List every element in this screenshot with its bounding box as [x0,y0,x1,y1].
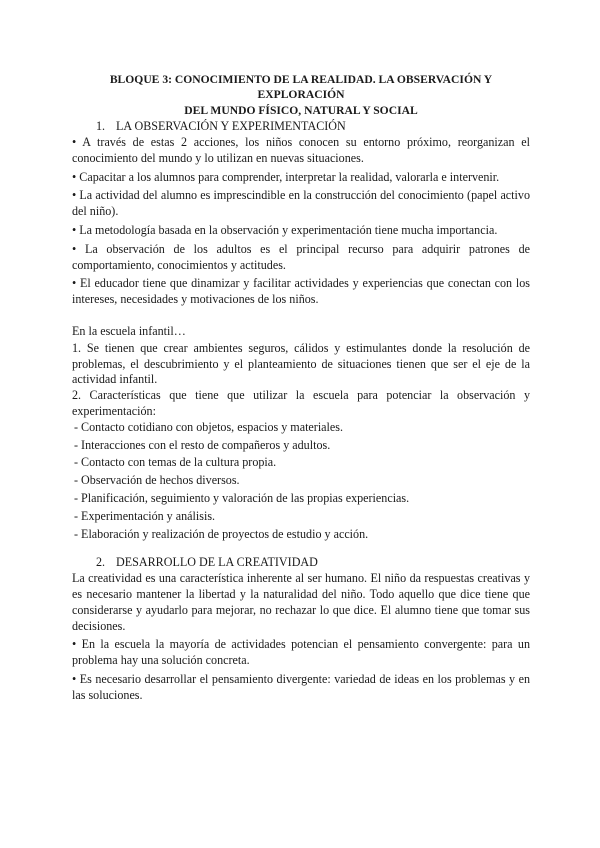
title-line-2: DEL MUNDO FÍSICO, NATURAL Y SOCIAL [184,103,418,117]
bullet-item: • Capacitar a los alumnos para comprender, interpretar la realidad, valorarla e intervenir. [72,169,500,184]
bullet-item: • En la escuela la mayoría de actividades potencian el pensamiento convergente: para un problema hay una solución concreta. [72,637,530,668]
dash-item: - Elaboración y realización de proyectos de estudio y acción. [74,526,369,541]
section-2-paragraph: La creatividad es una característica inherente al ser humano. El niño da respuestas creativas y es necesario mantener la libertad y la naturalidad del niño. Todo aquello que dice tiene que considerarse y ayudarlo para mejorar, no rechazar lo que dice. El alumno tiene que tomar sus decisiones. [72,571,530,633]
dash-item: - Interacciones con el resto de compañeros y adultos. [74,437,331,452]
title-line-1: BLOQUE 3: CONOCIMIENTO DE LA REALIDAD. LA OBSERVACIÓN Y EXPLORACIÓN [109,73,493,102]
dash-item: - Planificación, seguimiento y valoración de las propias experiencias. [74,490,410,505]
section-1-title: LA OBSERVACIÓN Y EXPERIMENTACIÓN [116,119,346,134]
section-1-bullets [72,135,530,308]
bullet-item: • Es necesario desarrollar el pensamiento divergente: variedad de ideas en los problemas y en las soluciones. [72,671,530,702]
infantil-intro: En la escuela infantil… [72,323,186,338]
infantil-dash-list [72,420,530,543]
section-2-title: DESARROLLO DE LA CREATIVIDAD [116,555,318,570]
bullet-item: • A través de estas 2 acciones, los niños conocen su entorno próximo, reorganizan el conocimiento del mundo y lo utilizan en nuevas situaciones. [72,135,530,165]
dash-item: - Contacto con temas de la cultura propia. [74,455,277,470]
infantil-point-1: 1. Se tienen que crear ambientes seguros, cálidos y estimulantes donde la resolución de problemas, el descubrimiento y el planteamiento de situaciones tienen que ser el eje de la actividad infantil. [72,340,530,387]
dash-item: - Contacto cotidiano con objetos, espacios y materiales. [74,419,344,434]
bullet-item: • La actividad del alumno es imprescindible en la construcción del conocimiento (papel activo del niño). [72,188,530,219]
section-2-heading [96,555,530,571]
section-1-heading [96,119,530,135]
section-2-number: 2. [96,555,106,570]
dash-item: - Observación de hechos diversos. [74,473,240,488]
infantil-point-2: 2. Características que tiene que utilizar la escuela para potenciar la observación y experimentación: [72,388,530,418]
dash-item: - Experimentación y análisis. [74,508,216,523]
bullet-item: • El educador tiene que dinamizar y facilitar actividades y experiencias que conectan con los intereses, necesidades y motivaciones de los niños. [72,276,530,307]
document-page [72,72,530,707]
document-title [72,72,530,118]
bullet-item: • La observación de los adultos es el principal recurso para adquirir patrones de comportamiento, conocimientos y actitudes. [72,241,530,272]
section-1-number: 1. [96,119,106,134]
bullet-item: • La metodología basada en la observación y experimentación tiene mucha importancia. [72,223,498,237]
